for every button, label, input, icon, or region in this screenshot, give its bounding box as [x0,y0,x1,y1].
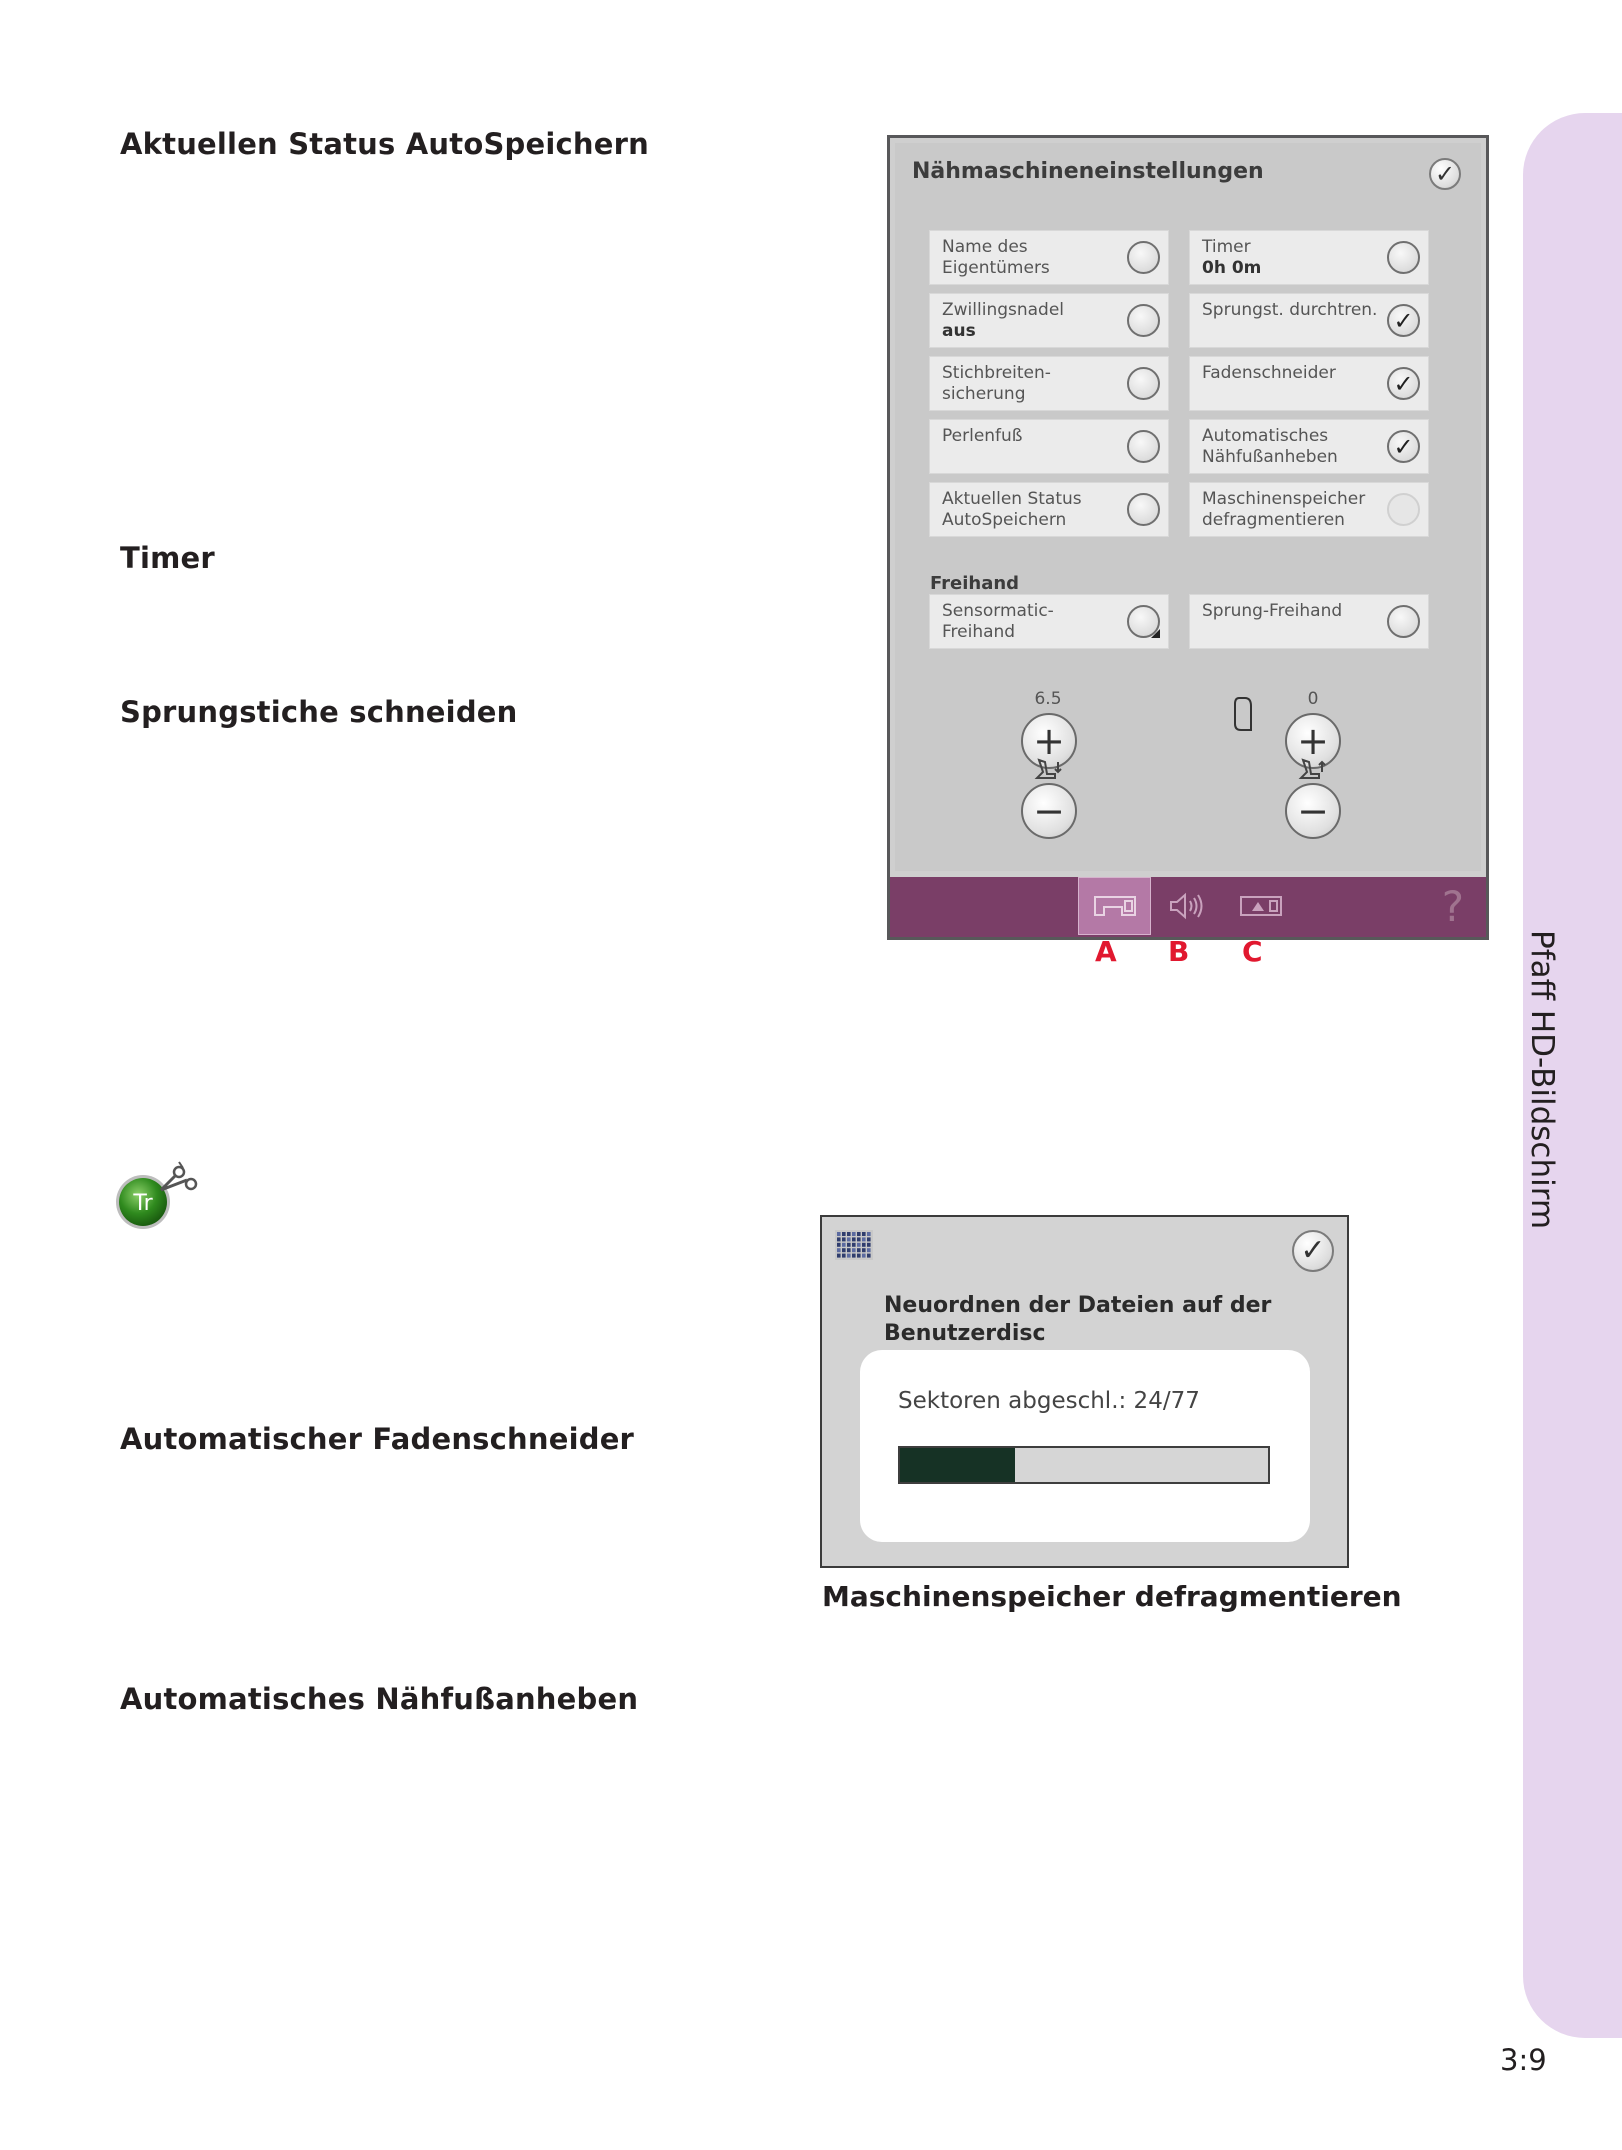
presser-foot-height-value: 6.5 [1034,689,1062,709]
grid-cell [857,1248,861,1252]
presser-foot-pressure-plus-button[interactable]: + [1285,713,1341,769]
grid-cell [837,1248,841,1252]
presser-foot-height-minus-button[interactable]: − [1021,783,1077,839]
confirm-check-button[interactable]: ✓ [1429,158,1461,190]
setting-cell-sprungst-durchtren[interactable] [1189,293,1429,348]
toggle-button[interactable] [1127,493,1160,526]
setting-cell-sprung-freihand[interactable] [1189,594,1429,649]
grid-cell [862,1237,866,1241]
setting-label: Timer 0h 0m [1202,237,1382,279]
checked-toggle-icon[interactable]: ✓ [1387,430,1420,463]
setting-cell-timer[interactable] [1189,230,1429,285]
setting-label: Sprungst. durchtren. [1202,300,1378,320]
freehand-section-label: Freihand [930,573,1020,594]
grid-cell [847,1248,851,1252]
setting-value: 0h 0m [1202,258,1262,278]
grid-cell [857,1243,861,1247]
grid-cell [837,1254,841,1258]
tab-machine-settings[interactable] [1078,877,1151,935]
settings-panel-title: Nähmaschineneinstellungen [912,159,1264,184]
setting-cell-zwillingsnadel[interactable] [929,293,1169,348]
setting-label: Zwillingsnadel aus [942,300,1122,342]
heading-timer: Timer [120,541,215,575]
setting-label: Automatisches Nähfußanheben [1202,426,1338,467]
toggle-button[interactable] [1387,605,1420,638]
toggle-button[interactable] [1127,430,1160,463]
heading-jump-stitches: Sprungstiche schneiden [120,695,518,729]
setting-label: Sensormatic- Freihand [942,601,1054,642]
grid-cell [837,1232,841,1236]
setting-cell-aktuellen-status-autospeichern[interactable] [929,482,1169,537]
tab-machine-options[interactable] [1224,877,1297,935]
dialog-confirm-check-button[interactable]: ✓ [1292,1230,1334,1272]
speaker-icon [1165,891,1211,921]
heading-autosave: Aktuellen Status AutoSpeichern [120,127,649,161]
grid-cell [862,1254,866,1258]
grid-cell [842,1248,846,1252]
grid-cell [847,1254,851,1258]
chapter-tab-label: Pfaff HD-Bildschirm [1524,930,1560,1230]
presser-foot-height-icon [1033,758,1063,784]
grid-cell [862,1248,866,1252]
grid-icon [835,1230,873,1260]
setting-cell-sensormatic-freihand[interactable] [929,594,1169,649]
grid-cell [852,1254,856,1258]
grid-cell [867,1243,871,1247]
presser-foot-pressure-foot-icon [1297,758,1327,784]
help-icon[interactable]: ? [1441,882,1464,931]
heading-thread-cutter: Automatischer Fadenschneider [120,1422,635,1456]
sewing-machine-icon [1092,893,1138,919]
svg-text:Tr: Tr [133,1191,153,1216]
setting-label: Sprung-Freihand [1202,601,1343,621]
callout-a: A [1095,935,1117,968]
grid-cell [852,1243,856,1247]
presser-foot-pressure-value: 0 [1307,689,1319,709]
defrag-progress-fill [900,1448,1015,1482]
checked-toggle-icon[interactable]: ✓ [1387,367,1420,400]
setting-label: Fadenschneider [1202,363,1336,383]
thread-trim-icon [113,1160,203,1232]
toggle-button[interactable] [1387,241,1420,274]
grid-cell [852,1237,856,1241]
setting-cell-fadenschneider[interactable] [1189,356,1429,411]
toggle-button[interactable] [1127,605,1160,638]
defrag-dialog [820,1215,1349,1568]
setting-value: aus [942,321,976,341]
grid-cell [857,1254,861,1258]
grid-cell [842,1237,846,1241]
toggle-button [1387,493,1420,526]
page-number: 3:9 [1500,2043,1547,2077]
grid-cell [852,1232,856,1236]
heading-presser-foot-lift: Automatisches Nähfußanheben [120,1682,639,1716]
setting-cell-name-des-eigentümers[interactable] [929,230,1169,285]
defrag-caption: Maschinenspeicher defragmentieren [822,1580,1402,1613]
setting-label: Perlenfuß [942,426,1023,446]
defrag-status-text: Sektoren abgeschl.: 24/77 [898,1388,1200,1414]
grid-cell [862,1243,866,1247]
setting-cell-perlenfuß[interactable] [929,419,1169,474]
machine-options-icon [1238,893,1284,919]
callout-b: B [1168,935,1190,968]
grid-cell [852,1248,856,1252]
defrag-progress-bar [898,1446,1270,1484]
toggle-button[interactable] [1127,241,1160,274]
setting-label: Aktuellen Status AutoSpeichern [942,489,1082,530]
setting-label: Name des Eigentümers [942,237,1050,278]
grid-cell [862,1232,866,1236]
grid-cell [847,1243,851,1247]
toggle-button[interactable] [1127,367,1160,400]
checked-toggle-icon[interactable]: ✓ [1387,304,1420,337]
grid-cell [847,1232,851,1236]
setting-cell-stichbreiten-sicherung[interactable] [929,356,1169,411]
grid-cell [842,1254,846,1258]
tab-sound-settings[interactable] [1151,877,1224,935]
presser-foot-pressure-minus-button[interactable]: − [1285,783,1341,839]
grid-cell [842,1232,846,1236]
presser-foot-pressure-icon [1233,696,1257,732]
setting-cell-maschinenspeicher-defragmentieren[interactable] [1189,482,1429,537]
callout-c: C [1242,935,1263,968]
dialog-title: Neuordnen der Dateien auf der Benutzerdisc [884,1293,1272,1346]
grid-cell [837,1237,841,1241]
grid-cell [867,1254,871,1258]
grid-cell [867,1237,871,1241]
sewing-settings-panel [887,135,1489,940]
grid-cell [857,1237,861,1241]
setting-cell-automatisches-nähfußanheben[interactable] [1189,419,1429,474]
options-corner-icon [1151,629,1160,638]
grid-cell [842,1243,846,1247]
settings-tab-bar [890,877,1486,937]
grid-cell [867,1232,871,1236]
grid-cell [847,1237,851,1241]
setting-label: Maschinenspeicher defragmentieren [1202,489,1366,530]
toggle-button[interactable] [1127,304,1160,337]
dialog-progress-card [860,1350,1310,1542]
presser-foot-height-plus-button[interactable]: + [1021,713,1077,769]
settings-panel-body [895,143,1481,871]
setting-label: Stichbreiten- sicherung [942,363,1051,404]
grid-cell [837,1243,841,1247]
grid-cell [867,1248,871,1252]
grid-cell [857,1232,861,1236]
